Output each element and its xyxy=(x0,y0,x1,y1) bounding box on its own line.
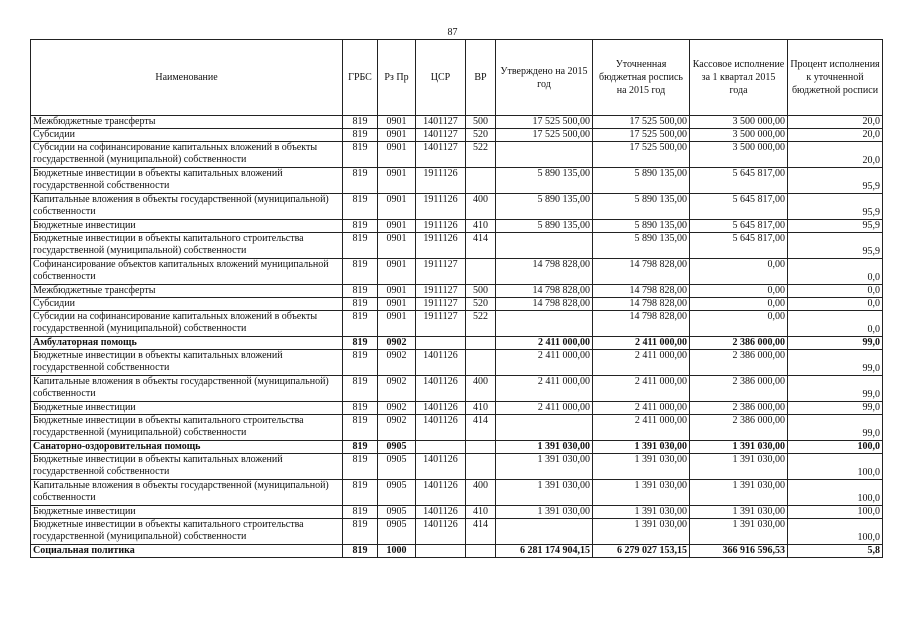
cell-csr: 1401127 xyxy=(416,142,466,168)
cell-approved xyxy=(496,519,593,545)
cell-rzpr: 0901 xyxy=(378,116,416,129)
cell-refined: 14 798 828,00 xyxy=(593,298,690,311)
table-row xyxy=(31,480,883,506)
cell-csr: 1911126 xyxy=(416,168,466,194)
cell-grbs: 819 xyxy=(343,480,378,506)
cell-name: Капитальные вложения в объекты государственной (муниципальной) собственности xyxy=(31,480,343,506)
cell-name: Межбюджетные трансферты xyxy=(31,285,343,298)
cell-name: Бюджетные инвестиции в объекты капитального строительства государственной (муниципальной) собственности xyxy=(31,233,343,259)
cell-refined: 1 391 030,00 xyxy=(593,480,690,506)
cell-rzpr: 0901 xyxy=(378,129,416,142)
cell-vr: 414 xyxy=(466,519,496,545)
cell-vr: 520 xyxy=(466,129,496,142)
cell-rzpr: 0901 xyxy=(378,168,416,194)
cell-csr xyxy=(416,337,466,350)
cell-vr: 522 xyxy=(466,311,496,337)
cell-rzpr: 0901 xyxy=(378,311,416,337)
cell-name: Межбюджетные трансферты xyxy=(31,116,343,129)
cell-cash: 5 645 817,00 xyxy=(690,233,788,259)
cell-percent: 0,0 xyxy=(788,285,883,298)
cell-cash: 3 500 000,00 xyxy=(690,116,788,129)
header-cash: Кассовое исполнение за 1 квартал 2015 года xyxy=(690,40,788,116)
cell-csr xyxy=(416,441,466,454)
cell-percent: 100,0 xyxy=(788,506,883,519)
cell-grbs: 819 xyxy=(343,233,378,259)
header-name: Наименование xyxy=(31,40,343,116)
cell-grbs: 819 xyxy=(343,545,378,558)
cell-refined: 2 411 000,00 xyxy=(593,337,690,350)
cell-percent: 100,0 xyxy=(788,519,883,545)
header-refined: Уточненная бюджетная роспись на 2015 год xyxy=(593,40,690,116)
cell-refined: 17 525 500,00 xyxy=(593,116,690,129)
cell-vr xyxy=(466,545,496,558)
cell-percent: 95,9 xyxy=(788,233,883,259)
cell-cash: 5 645 817,00 xyxy=(690,220,788,233)
cell-cash: 0,00 xyxy=(690,259,788,285)
cell-grbs: 819 xyxy=(343,311,378,337)
cell-rzpr: 0905 xyxy=(378,506,416,519)
cell-name: Бюджетные инвестиции xyxy=(31,506,343,519)
cell-grbs: 819 xyxy=(343,298,378,311)
cell-refined: 1 391 030,00 xyxy=(593,441,690,454)
cell-cash: 5 645 817,00 xyxy=(690,194,788,220)
cell-cash: 1 391 030,00 xyxy=(690,519,788,545)
cell-approved: 14 798 828,00 xyxy=(496,259,593,285)
cell-percent: 100,0 xyxy=(788,454,883,480)
cell-grbs: 819 xyxy=(343,376,378,402)
cell-rzpr: 0901 xyxy=(378,298,416,311)
cell-refined: 2 411 000,00 xyxy=(593,415,690,441)
cell-vr xyxy=(466,441,496,454)
cell-vr xyxy=(466,337,496,350)
cell-csr: 1911127 xyxy=(416,298,466,311)
table-row xyxy=(31,350,883,376)
cell-refined: 2 411 000,00 xyxy=(593,402,690,415)
cell-name: Субсидии на софинансирование капитальных вложений в объекты государственной (муниципальной) собственности xyxy=(31,311,343,337)
table-row xyxy=(31,402,883,415)
cell-refined: 2 411 000,00 xyxy=(593,350,690,376)
cell-rzpr: 0902 xyxy=(378,376,416,402)
cell-vr: 414 xyxy=(466,415,496,441)
cell-percent: 99,0 xyxy=(788,337,883,350)
cell-vr xyxy=(466,350,496,376)
cell-rzpr: 0901 xyxy=(378,259,416,285)
cell-percent: 0,0 xyxy=(788,259,883,285)
cell-cash: 0,00 xyxy=(690,311,788,337)
cell-csr: 1401126 xyxy=(416,454,466,480)
cell-approved: 1 391 030,00 xyxy=(496,454,593,480)
cell-grbs: 819 xyxy=(343,337,378,350)
cell-vr xyxy=(466,259,496,285)
cell-grbs: 819 xyxy=(343,519,378,545)
cell-cash: 3 500 000,00 xyxy=(690,129,788,142)
cell-grbs: 819 xyxy=(343,402,378,415)
cell-approved xyxy=(496,415,593,441)
cell-rzpr: 0901 xyxy=(378,142,416,168)
cell-approved: 14 798 828,00 xyxy=(496,285,593,298)
cell-refined: 2 411 000,00 xyxy=(593,376,690,402)
cell-vr: 410 xyxy=(466,220,496,233)
cell-percent: 99,0 xyxy=(788,350,883,376)
table-row xyxy=(31,116,883,129)
cell-name: Бюджетные инвестиции в объекты капитального строительства государственной (муниципальной) собственности xyxy=(31,519,343,545)
cell-csr: 1401126 xyxy=(416,376,466,402)
cell-csr: 1911126 xyxy=(416,233,466,259)
cell-name: Бюджетные инвестиции в объекты капитальных вложений государственной собственности xyxy=(31,454,343,480)
cell-rzpr: 0901 xyxy=(378,194,416,220)
table-row xyxy=(31,519,883,545)
table-row xyxy=(31,376,883,402)
cell-rzpr: 0901 xyxy=(378,233,416,259)
cell-approved: 6 281 174 904,15 xyxy=(496,545,593,558)
header-percent: Процент исполнения к уточненной бюджетной росписи xyxy=(788,40,883,116)
cell-percent: 0,0 xyxy=(788,298,883,311)
cell-csr: 1911127 xyxy=(416,311,466,337)
cell-rzpr: 0905 xyxy=(378,454,416,480)
cell-vr: 522 xyxy=(466,142,496,168)
cell-approved xyxy=(496,233,593,259)
cell-csr xyxy=(416,545,466,558)
cell-refined: 1 391 030,00 xyxy=(593,506,690,519)
cell-approved: 5 890 135,00 xyxy=(496,168,593,194)
cell-cash: 2 386 000,00 xyxy=(690,337,788,350)
cell-percent: 0,0 xyxy=(788,311,883,337)
header-approved: Утверждено на 2015 год xyxy=(496,40,593,116)
header-vr: ВР xyxy=(466,40,496,116)
cell-name: Бюджетные инвестиции xyxy=(31,220,343,233)
cell-vr: 410 xyxy=(466,402,496,415)
cell-approved: 5 890 135,00 xyxy=(496,194,593,220)
cell-cash: 0,00 xyxy=(690,285,788,298)
cell-refined: 1 391 030,00 xyxy=(593,454,690,480)
cell-vr: 500 xyxy=(466,285,496,298)
header-rzpr: Рз Пр xyxy=(378,40,416,116)
cell-name: Капитальные вложения в объекты государственной (муниципальной) собственности xyxy=(31,376,343,402)
cell-cash: 1 391 030,00 xyxy=(690,454,788,480)
table-row xyxy=(31,129,883,142)
cell-vr: 400 xyxy=(466,194,496,220)
cell-percent: 99,0 xyxy=(788,402,883,415)
cell-name: Субсидии на софинансирование капитальных вложений в объекты государственной (муниципальной) собственности xyxy=(31,142,343,168)
table-row xyxy=(31,311,883,337)
header-grbs: ГРБС xyxy=(343,40,378,116)
cell-percent: 100,0 xyxy=(788,480,883,506)
table-body xyxy=(31,116,883,558)
cell-percent: 20,0 xyxy=(788,116,883,129)
cell-approved: 17 525 500,00 xyxy=(496,116,593,129)
cell-refined: 14 798 828,00 xyxy=(593,285,690,298)
cell-percent: 5,8 xyxy=(788,545,883,558)
cell-csr: 1401126 xyxy=(416,506,466,519)
cell-approved: 17 525 500,00 xyxy=(496,129,593,142)
cell-name: Бюджетные инвестиции в объекты капитальных вложений государственной собственности xyxy=(31,168,343,194)
cell-name: Бюджетные инвестиции в объекты капитальных вложений государственной собственности xyxy=(31,350,343,376)
cell-refined: 6 279 027 153,15 xyxy=(593,545,690,558)
cell-csr: 1401127 xyxy=(416,129,466,142)
cell-name: Капитальные вложения в объекты государственной (муниципальной) собственности xyxy=(31,194,343,220)
table-row xyxy=(31,142,883,168)
table-row xyxy=(31,220,883,233)
cell-rzpr: 0905 xyxy=(378,441,416,454)
cell-grbs: 819 xyxy=(343,116,378,129)
cell-grbs: 819 xyxy=(343,350,378,376)
cell-name: Софинансирование объектов капитальных вложений муниципальной собственности xyxy=(31,259,343,285)
cell-percent: 95,9 xyxy=(788,220,883,233)
cell-grbs: 819 xyxy=(343,129,378,142)
cell-csr: 1911127 xyxy=(416,259,466,285)
cell-csr: 1401127 xyxy=(416,116,466,129)
table-row xyxy=(31,285,883,298)
cell-grbs: 819 xyxy=(343,415,378,441)
cell-grbs: 819 xyxy=(343,168,378,194)
cell-vr: 410 xyxy=(466,506,496,519)
cell-approved: 2 411 000,00 xyxy=(496,337,593,350)
cell-cash: 366 916 596,53 xyxy=(690,545,788,558)
table-row xyxy=(31,441,883,454)
cell-grbs: 819 xyxy=(343,194,378,220)
cell-rzpr: 0902 xyxy=(378,402,416,415)
cell-approved: 14 798 828,00 xyxy=(496,298,593,311)
cell-csr: 1401126 xyxy=(416,415,466,441)
cell-csr: 1911126 xyxy=(416,194,466,220)
cell-refined: 5 890 135,00 xyxy=(593,233,690,259)
cell-percent: 20,0 xyxy=(788,129,883,142)
cell-approved: 5 890 135,00 xyxy=(496,220,593,233)
cell-csr: 1401126 xyxy=(416,350,466,376)
cell-cash: 0,00 xyxy=(690,298,788,311)
table-row xyxy=(31,168,883,194)
cell-grbs: 819 xyxy=(343,220,378,233)
cell-refined: 17 525 500,00 xyxy=(593,142,690,168)
cell-vr: 414 xyxy=(466,233,496,259)
cell-approved: 1 391 030,00 xyxy=(496,506,593,519)
cell-name: Амбулаторная помощь xyxy=(31,337,343,350)
cell-approved: 2 411 000,00 xyxy=(496,350,593,376)
table-row xyxy=(31,545,883,558)
cell-percent: 100,0 xyxy=(788,441,883,454)
cell-percent: 95,9 xyxy=(788,194,883,220)
cell-approved xyxy=(496,311,593,337)
cell-percent: 99,0 xyxy=(788,415,883,441)
table-row xyxy=(31,233,883,259)
table-row xyxy=(31,454,883,480)
cell-cash: 2 386 000,00 xyxy=(690,402,788,415)
header-csr: ЦСР xyxy=(416,40,466,116)
cell-name: Социальная политика xyxy=(31,545,343,558)
cell-rzpr: 0902 xyxy=(378,350,416,376)
cell-name: Бюджетные инвестиции xyxy=(31,402,343,415)
cell-percent: 95,9 xyxy=(788,168,883,194)
table-row xyxy=(31,415,883,441)
cell-rzpr: 0901 xyxy=(378,220,416,233)
cell-csr: 1401126 xyxy=(416,480,466,506)
cell-refined: 1 391 030,00 xyxy=(593,519,690,545)
cell-grbs: 819 xyxy=(343,506,378,519)
cell-refined: 5 890 135,00 xyxy=(593,220,690,233)
cell-rzpr: 1000 xyxy=(378,545,416,558)
table-row xyxy=(31,259,883,285)
cell-name: Санаторно-оздоровительная помощь xyxy=(31,441,343,454)
cell-rzpr: 0905 xyxy=(378,519,416,545)
cell-csr: 1911127 xyxy=(416,285,466,298)
cell-approved xyxy=(496,142,593,168)
cell-refined: 17 525 500,00 xyxy=(593,129,690,142)
cell-approved: 1 391 030,00 xyxy=(496,480,593,506)
cell-vr: 520 xyxy=(466,298,496,311)
cell-name: Бюджетные инвестиции в объекты капитального строительства государственной (муниципальной) собственности xyxy=(31,415,343,441)
cell-vr xyxy=(466,454,496,480)
cell-rzpr: 0902 xyxy=(378,415,416,441)
cell-cash: 1 391 030,00 xyxy=(690,441,788,454)
cell-percent: 20,0 xyxy=(788,142,883,168)
cell-vr: 400 xyxy=(466,480,496,506)
cell-refined: 14 798 828,00 xyxy=(593,311,690,337)
cell-percent: 99,0 xyxy=(788,376,883,402)
cell-csr: 1401126 xyxy=(416,519,466,545)
cell-cash: 3 500 000,00 xyxy=(690,142,788,168)
cell-cash: 1 391 030,00 xyxy=(690,480,788,506)
cell-grbs: 819 xyxy=(343,454,378,480)
cell-approved: 2 411 000,00 xyxy=(496,376,593,402)
cell-cash: 2 386 000,00 xyxy=(690,376,788,402)
cell-cash: 2 386 000,00 xyxy=(690,350,788,376)
cell-grbs: 819 xyxy=(343,259,378,285)
cell-csr: 1401126 xyxy=(416,402,466,415)
cell-rzpr: 0905 xyxy=(378,480,416,506)
cell-refined: 5 890 135,00 xyxy=(593,168,690,194)
cell-rzpr: 0902 xyxy=(378,337,416,350)
table-row xyxy=(31,337,883,350)
table-row xyxy=(31,194,883,220)
cell-vr xyxy=(466,168,496,194)
cell-rzpr: 0901 xyxy=(378,285,416,298)
cell-refined: 5 890 135,00 xyxy=(593,194,690,220)
cell-grbs: 819 xyxy=(343,142,378,168)
table-row xyxy=(31,506,883,519)
cell-name: Субсидии xyxy=(31,298,343,311)
cell-grbs: 819 xyxy=(343,441,378,454)
cell-refined: 14 798 828,00 xyxy=(593,259,690,285)
cell-approved: 1 391 030,00 xyxy=(496,441,593,454)
budget-table xyxy=(30,39,883,558)
cell-approved: 2 411 000,00 xyxy=(496,402,593,415)
table-row xyxy=(31,298,883,311)
page-number: 87 xyxy=(447,27,458,38)
cell-vr: 400 xyxy=(466,376,496,402)
cell-cash: 1 391 030,00 xyxy=(690,506,788,519)
cell-vr: 500 xyxy=(466,116,496,129)
header-row xyxy=(31,40,883,116)
cell-grbs: 819 xyxy=(343,285,378,298)
cell-csr: 1911126 xyxy=(416,220,466,233)
cell-cash: 2 386 000,00 xyxy=(690,415,788,441)
cell-cash: 5 645 817,00 xyxy=(690,168,788,194)
cell-name: Субсидии xyxy=(31,129,343,142)
